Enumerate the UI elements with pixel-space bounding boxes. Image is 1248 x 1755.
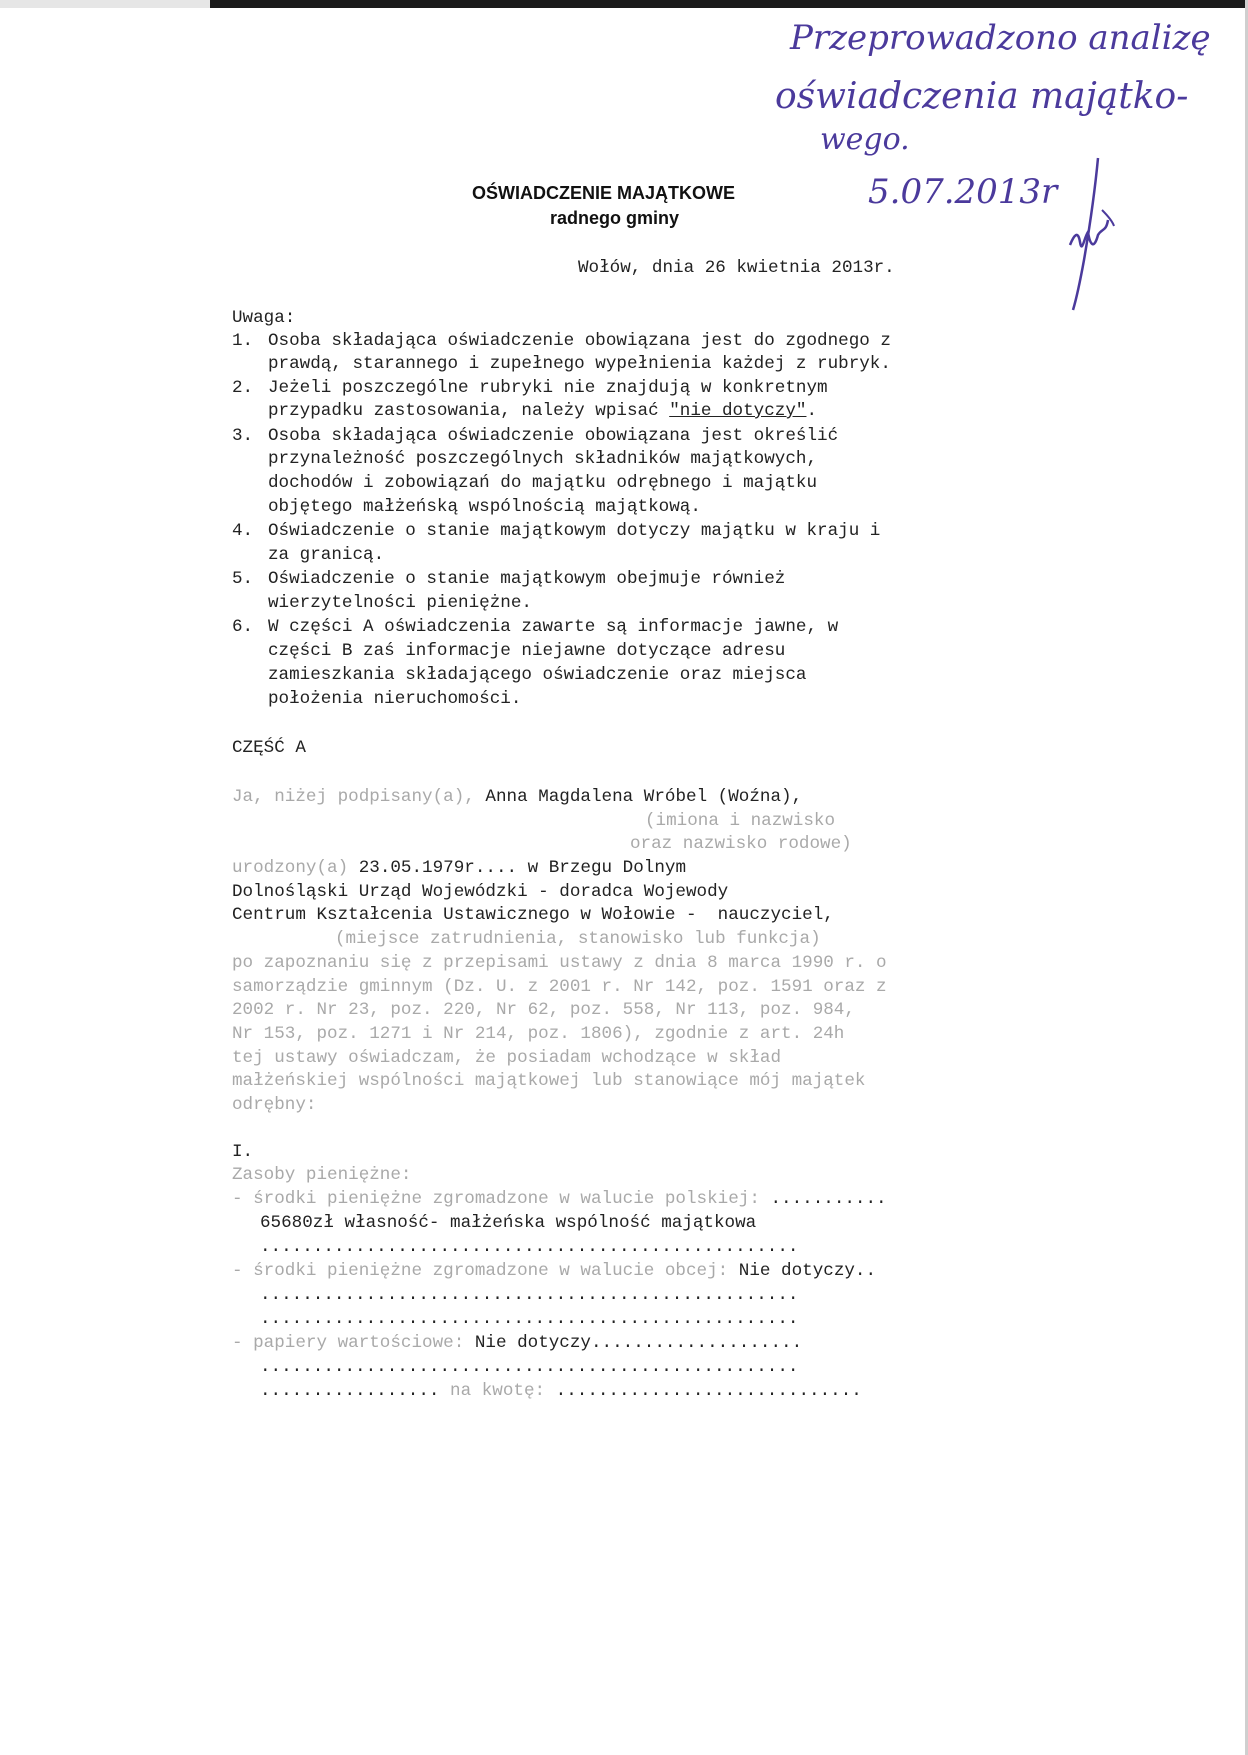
amount-dots-left: ................. [260,1381,440,1401]
handwritten-date: 5.07.2013r [868,172,1058,212]
securities-dotted-line: ................................................... [260,1357,799,1377]
born-value: 23.05.1979r.... w Brzegu Dolnym [358,858,687,878]
scan-edge-top-gap [0,0,210,8]
notice-item-3-num: 3. [232,426,254,446]
notice-item-1-line-1: Osoba składająca oświadczenie obowiązana jest do zgodnego z [268,331,891,351]
securities-label: - papiery wartościowe: [232,1333,475,1353]
foreign-funds-dotted-line-2: ................................................... [260,1309,799,1329]
notice-item-5-num: 5. [232,569,254,589]
notice-item-6-num: 6. [232,617,254,637]
nie-dotyczy-emphasis: "nie dotyczy" [669,401,807,421]
notice-item-5-line-1: Oświadczenie o stanie majątkowym obejmuje również [268,569,786,589]
notice-item-3-line-4: objętego małżeńską wspólnością majątkową. [268,497,701,517]
legal-text-line-7: odrębny: [232,1095,317,1115]
handwritten-line-2: oświadczenia majątko- [775,76,1189,117]
place-and-date: Wołów, dnia 26 kwietnia 2013r. [578,258,895,278]
pln-funds-label: - środki pieniężne zgromadzone w walucie polskiej: [232,1189,771,1209]
notice-item-2-line-2-text: przypadku zastosowania, należy wpisać [268,401,670,421]
notice-item-6-line-3: zamieszkania składającego oświadczenie oraz miejsca [268,665,807,685]
pln-funds-dots: ........... [770,1189,887,1209]
notice-heading: Uwaga: [232,308,296,328]
notice-item-4-line-1: Oświadczenie o stanie majątkowym dotyczy majątku w kraju i [268,521,881,541]
foreign-funds-value: Nie dotyczy.. [738,1261,877,1281]
born-line [232,856,686,880]
document-subtitle: radnego gminy [550,208,680,228]
declarant-name: Anna Magdalena Wróbel (Woźna), [485,787,803,807]
section-1-heading: Zasoby pieniężne: [232,1165,412,1185]
handwritten-line-1: Przeprowadzono analizę [790,18,1211,58]
notice-item-6-line-4: położenia nieruchomości. [268,689,522,709]
notice-item-4-num: 4. [232,521,254,541]
notice-item-3-line-3: dochodów i zobowiązań do majątku odrębnego i majątku [268,473,818,493]
name-caption-2: oraz nazwisko rodowe) [630,834,852,854]
notice-item-6-line-2: części B zaś informacje niejawne dotyczące adresu [268,641,786,661]
notice-item-2-line-2 [268,399,817,423]
notice-item-2-line-1: Jeżeli poszczególne rubryki nie znajdują w konkretnym [268,378,828,398]
securities-value: Nie dotyczy.................... [474,1333,803,1353]
notice-item-1-num: 1. [232,331,254,351]
legal-text-line-2: samorządzie gminnym (Dz. U. z 2001 r. Nr 142, poz. 1591 oraz z [232,977,887,997]
amount-label: na kwotę: [439,1381,556,1401]
notice-item-4-line-2: za granicą. [268,545,385,565]
notice-item-2-tail: . [806,401,818,421]
document-title: OŚWIADCZENIE MAJĄTKOWE [472,183,735,203]
born-prefix: urodzony(a) [232,858,359,878]
securities-amount-line [260,1379,862,1403]
employment-line-2: Centrum Kształcenia Ustawicznego w Wołowie - nauczyciel, [232,905,834,925]
pln-funds-value: 65680zł własność- małżeńska wspólność majątkowa [260,1213,757,1233]
notice-item-3-line-1: Osoba składająca oświadczenie obowiązana jest określić [268,426,839,446]
name-caption-1: (imiona i nazwisko [645,811,836,831]
pln-funds-dotted-line: ................................................... [260,1237,799,1257]
foreign-funds-line [232,1259,876,1283]
notice-item-5-line-2: wierzytelności pieniężne. [268,593,532,613]
legal-text-line-6: małżeńskiej wspólności majątkowej lub stanowiące mój majątek [232,1071,866,1091]
notice-item-6-line-1: W części A oświadczenia zawarte są informacje jawne, w [268,617,839,637]
employment-line-1: Dolnośląski Urząd Wojewódzki - doradca Wojewody [232,882,729,902]
legal-text-line-4: Nr 153, poz. 1271 i Nr 214, poz. 1806), zgodnie z art. 24h [232,1024,845,1044]
declarant-prefix: Ja, niżej podpisany(a), [232,787,486,807]
legal-text-line-5: tej ustawy oświadczam, że posiadam wchodzące w skład [232,1048,782,1068]
signature-mark [1040,150,1150,320]
foreign-funds-label: - środki pieniężne zgromadzone w walucie obcej: [232,1261,739,1281]
section-1-numeral: I. [232,1142,254,1162]
handwritten-line-3: wego. [820,122,910,157]
foreign-funds-dotted-line-1: ................................................... [260,1285,799,1305]
part-a-heading: CZĘŚĆ A [232,738,306,758]
employment-caption: (miejsce zatrudnienia, stanowisko lub funkcja) [335,929,821,949]
legal-text-line-1: po zapoznaniu się z przepisami ustawy z dnia 8 marca 1990 r. o [232,953,887,973]
notice-item-3-line-2: przynależność poszczególnych składników majątkowych, [268,449,818,469]
legal-text-line-3: 2002 r. Nr 23, poz. 220, Nr 62, poz. 558, Nr 113, poz. 984, [232,1000,855,1020]
notice-item-1-line-2: prawdą, starannego i zupełnego wypełnienia każdej z rubryk. [268,354,891,374]
declarant-line [232,785,802,809]
pln-funds-line [232,1187,887,1211]
notice-item-2-num: 2. [232,378,254,398]
amount-dots-right: ............................. [555,1381,862,1401]
securities-line [232,1331,802,1355]
